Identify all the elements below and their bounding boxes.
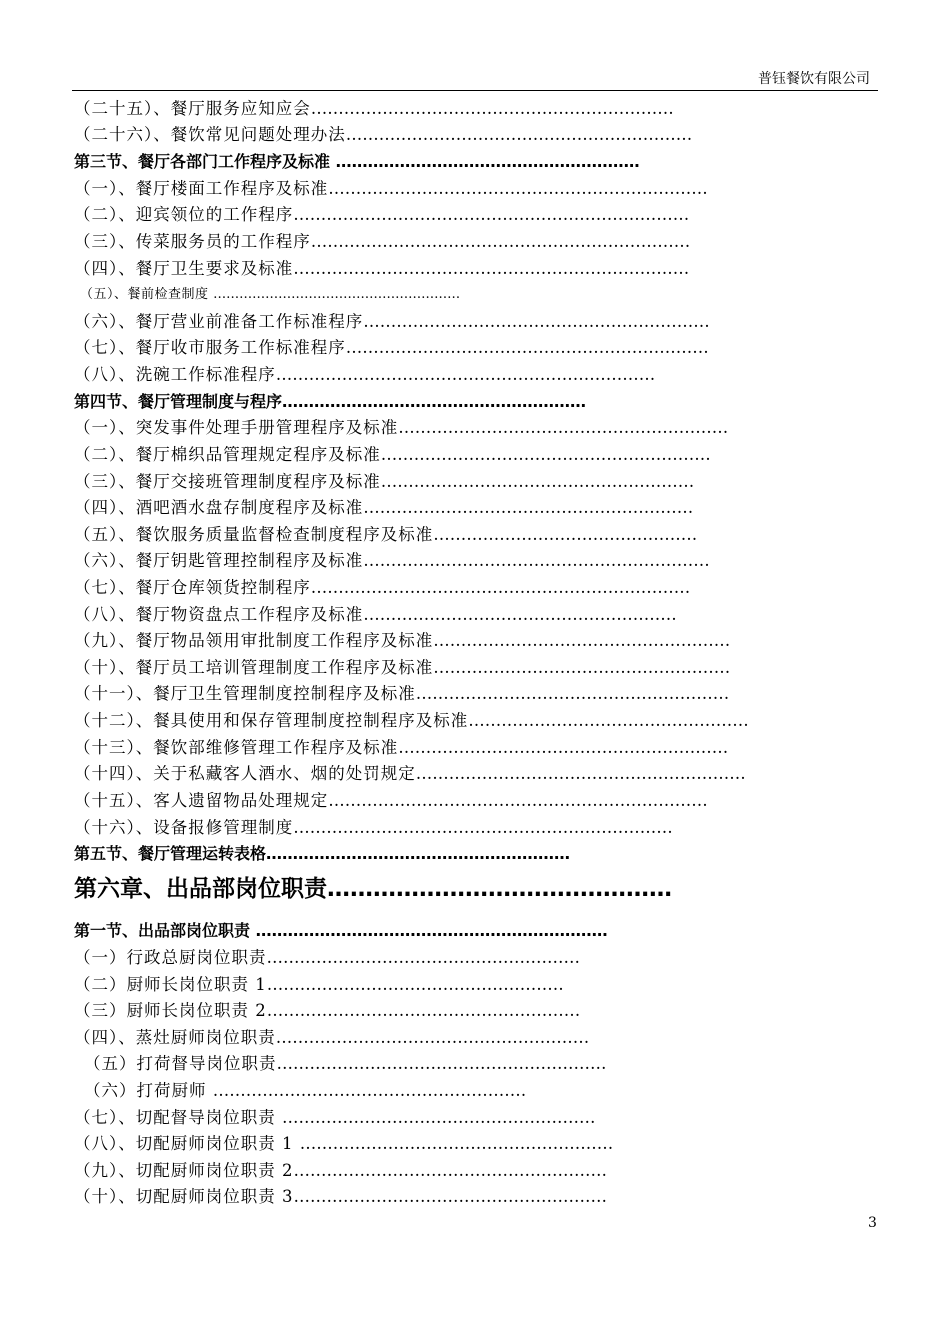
toc-dot-leader: ………………………………………………………………	[293, 205, 690, 224]
toc-entry-title: （八）、餐厅物资盘点工作程序及标准	[74, 605, 364, 624]
toc-entry-title: （五）、餐前检查制度	[80, 287, 214, 302]
toc-entry[interactable]	[74, 815, 673, 841]
toc-dot-leader: …………………………………………………	[282, 1108, 596, 1127]
toc-entry-title: 第六章、出品部岗位职责	[74, 876, 327, 902]
toc-entry[interactable]	[74, 335, 709, 361]
toc-entry[interactable]	[74, 149, 640, 175]
toc-dot-leader: ……………………………………………………	[415, 764, 746, 783]
toc-entry-title: 第五节、餐厅管理运转表格	[74, 844, 267, 863]
toc-entry-title: （三）、传菜服务员的工作程序	[74, 232, 311, 251]
toc-entry[interactable]	[74, 202, 689, 228]
toc-entry[interactable]	[74, 841, 570, 867]
toc-dot-leader: ………………………………………………………	[345, 125, 693, 144]
toc-dot-leader: ……………………………………………………………	[310, 232, 691, 251]
toc-entry[interactable]	[80, 282, 460, 308]
toc-entry-title: （七）、切配督导岗位职责	[74, 1108, 282, 1127]
toc-entry[interactable]	[74, 362, 655, 388]
toc-dot-leader: …………………………………………………	[275, 1028, 590, 1047]
toc-entry[interactable]	[74, 96, 674, 122]
toc-entry-title: （五）打荷督导岗位职责	[84, 1054, 277, 1073]
toc-entry[interactable]	[74, 176, 708, 202]
toc-entry[interactable]	[74, 469, 694, 495]
toc-entry-title: （十二）、餐具使用和保存管理制度控制程序及标准	[74, 711, 469, 730]
toc-entry[interactable]	[74, 872, 672, 906]
toc-dot-leader: ……………………………………………………	[398, 418, 729, 437]
toc-entry-title: （七）、餐厅收市服务工作标准程序	[74, 338, 346, 357]
toc-entry-title: （十三）、餐饮部维修管理工作程序及标准	[74, 738, 399, 757]
toc-entry[interactable]	[74, 1184, 607, 1210]
toc-entry-title: （八）、洗碗工作标准程序	[74, 365, 276, 384]
toc-dot-leader: …………………………………………………	[213, 287, 461, 302]
toc-dot-leader: …………………………………………………………	[310, 99, 674, 118]
toc-dot-leader: ……………………………………………………………	[293, 818, 673, 837]
toc-entry[interactable]	[74, 655, 730, 681]
toc-dot-leader: ………………………………………………	[433, 631, 731, 650]
page-number: 3	[868, 1215, 877, 1231]
toc-dot-leader: ……………………………………………………	[363, 498, 694, 517]
toc-entry[interactable]	[74, 972, 564, 998]
toc-entry-title: 第一节、出品部岗位职责	[74, 921, 256, 940]
toc-dot-leader: …………………………………………………	[293, 1161, 607, 1180]
toc-dot-leader: ………………………………………………………………	[293, 259, 690, 278]
toc-entry[interactable]	[74, 548, 710, 574]
toc-dot-leader: …………………………………………………	[299, 1134, 614, 1153]
toc-entry[interactable]	[84, 1078, 526, 1104]
toc-entry-title: 第三节、餐厅各部门工作程序及标准	[74, 152, 336, 171]
toc-entry[interactable]	[74, 681, 729, 707]
toc-dot-leader: …………………………………………………	[266, 948, 580, 967]
toc-entry[interactable]	[74, 1158, 607, 1184]
toc-entry[interactable]	[74, 708, 749, 734]
toc-entry-title: （十）、切配厨师岗位职责 3	[74, 1187, 294, 1206]
toc-dot-leader: ……………………………………………………………	[310, 578, 691, 597]
toc-entry-title: （八）、切配厨师岗位职责 1	[74, 1134, 300, 1153]
toc-entry-title: （二）、餐厅棉织品管理规定程序及标准	[74, 445, 381, 464]
toc-dot-leader: ………………………………………	[327, 876, 672, 902]
toc-entry-title: （三）厨师长岗位职责 2	[74, 1001, 267, 1020]
toc-entry-title: （十一）、餐厅卫生管理制度控制程序及标准	[74, 684, 416, 703]
toc-entry[interactable]	[74, 1131, 613, 1157]
toc-entry-title: （九）、餐厅物品领用审批制度工作程序及标准	[74, 631, 434, 650]
toc-entry[interactable]	[74, 495, 693, 521]
toc-dot-leader: …………………………………………………	[335, 152, 640, 171]
toc-entry-title: （十六）、设备报修管理制度	[74, 818, 294, 837]
toc-dot-leader: ………………………………………………	[266, 975, 564, 994]
toc-entry[interactable]	[74, 442, 711, 468]
toc-dot-leader: ………………………………………………………	[363, 551, 710, 570]
toc-entry-title: （一）、突发事件处理手册管理程序及标准	[74, 418, 399, 437]
toc-entry-title: （十五）、客人遗留物品处理规定	[74, 791, 329, 810]
toc-entry[interactable]	[74, 788, 708, 814]
toc-entry[interactable]	[74, 575, 690, 601]
toc-entry-title: （六）、餐厅钥匙管理控制程序及标准	[74, 551, 364, 570]
toc-dot-leader: …………………………………………………	[282, 392, 587, 411]
toc-dot-leader: ……………………………………………	[468, 711, 749, 730]
toc-dot-leader: …………………………………………………	[363, 605, 677, 624]
toc-entry-title: （二）厨师长岗位职责 1	[74, 975, 267, 994]
toc-dot-leader: …………………………………………………	[212, 1081, 527, 1100]
toc-entry[interactable]	[74, 309, 710, 335]
toc-entry[interactable]	[74, 122, 692, 148]
toc-dot-leader: …………………………………………………………	[345, 338, 709, 357]
toc-entry-title: （十）、餐厅员工培训管理制度工作程序及标准	[74, 658, 434, 677]
toc-entry-title: （六）打荷厨师	[84, 1081, 213, 1100]
toc-dot-leader: ………………………………………………………	[363, 312, 710, 331]
toc-entry-title: （十四）、关于私藏客人酒水、烟的处罚规定	[74, 764, 416, 783]
company-name: 普钰餐饮有限公司	[758, 71, 870, 87]
toc-entry-title: 第四节、餐厅管理制度与程序	[74, 392, 283, 411]
toc-entry[interactable]	[74, 918, 608, 944]
toc-entry[interactable]	[74, 229, 690, 255]
toc-entry-title: （一）行政总厨岗位职责	[74, 948, 267, 967]
toc-entry-title: （九）、切配厨师岗位职责 2	[74, 1161, 294, 1180]
toc-entry-title: （一）、餐厅楼面工作程序及标准	[74, 179, 329, 198]
toc-entry[interactable]	[74, 256, 689, 282]
toc-entry[interactable]	[74, 602, 677, 628]
toc-dot-leader: …………………………………………………	[266, 844, 571, 863]
toc-entry-title: （五）、餐饮服务质量监督检查制度程序及标准	[74, 525, 434, 544]
toc-entry-title: （二十六）、餐饮常见问题处理办法	[74, 125, 346, 144]
toc-dot-leader: …………………………………………	[433, 525, 698, 544]
toc-dot-leader: …………………………………………………	[415, 684, 730, 703]
toc-entry[interactable]	[74, 1105, 596, 1131]
toc-entry[interactable]	[74, 415, 728, 441]
page-header	[72, 68, 878, 91]
toc-entry[interactable]	[74, 1025, 589, 1051]
toc-dot-leader: …………………………………………………	[266, 1001, 581, 1020]
toc-dot-leader: ……………………………………………………	[380, 445, 711, 464]
toc-entry[interactable]	[74, 735, 728, 761]
toc-entry-title: （二）、迎宾领位的工作程序	[74, 205, 294, 224]
toc-dot-leader: …………………………………………………	[380, 472, 695, 491]
toc-dot-leader: …………………………………………………	[293, 1187, 607, 1206]
toc-entry-title: （三）、餐厅交接班管理制度程序及标准	[74, 472, 381, 491]
toc-entry[interactable]	[74, 945, 580, 971]
toc-dot-leader: ……………………………………………………………	[328, 179, 708, 198]
toc-entry[interactable]	[84, 1051, 607, 1077]
toc-entry-title: （二十五）、餐厅服务应知应会	[74, 99, 311, 118]
toc-entry[interactable]	[74, 761, 746, 787]
toc-entry-title: （四）、蒸灶厨师岗位职责	[74, 1028, 276, 1047]
toc-entry-title: （四）、酒吧酒水盘存制度程序及标准	[74, 498, 364, 517]
toc-entry[interactable]	[74, 389, 586, 415]
toc-dot-leader: ……………………………………………………	[398, 738, 729, 757]
toc-dot-leader: ……………………………………………………………	[328, 791, 708, 810]
toc-entry-title: （六）、餐厅营业前准备工作标准程序	[74, 312, 364, 331]
toc-entry[interactable]	[74, 628, 730, 654]
toc-entry-title: （四）、餐厅卫生要求及标准	[74, 259, 294, 278]
toc-dot-leader: ……………………………………………………………	[275, 365, 656, 384]
toc-dot-leader: ………………………………………………	[433, 658, 731, 677]
toc-dot-leader: …………………………………………………………	[255, 921, 608, 940]
toc-entry[interactable]	[74, 998, 580, 1024]
toc-entry-title: （七）、餐厅仓库领货控制程序	[74, 578, 311, 597]
toc-dot-leader: ……………………………………………………	[276, 1054, 607, 1073]
toc-entry[interactable]	[74, 522, 697, 548]
